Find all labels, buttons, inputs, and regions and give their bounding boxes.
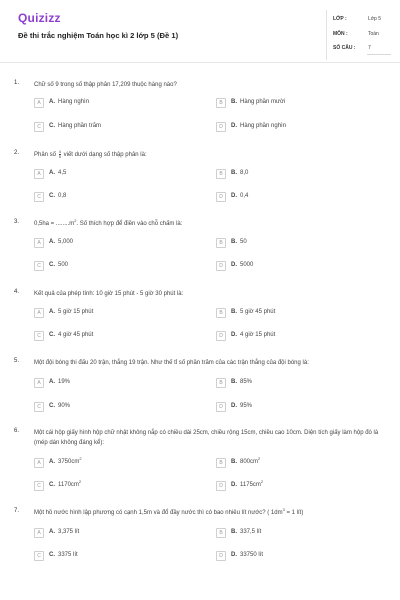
fraction-denominator: 5 <box>58 154 61 159</box>
option-letter: A. <box>49 529 55 535</box>
option-badge: B <box>216 238 226 248</box>
option-letter: D. <box>231 262 237 268</box>
option-text: 90% <box>58 403 71 409</box>
question-text: Một đội bóng thi đấu 20 trận, thắng 19 trận. Như thế tỉ số phần trăm của các trận thắng của đội bóng là: <box>34 360 309 366</box>
option-sup: 2 <box>79 456 82 461</box>
option-letter: C. <box>49 552 55 558</box>
fraction <box>59 150 61 159</box>
question-text <box>34 150 379 160</box>
option-letter: A. <box>49 379 55 385</box>
question-number: 7. <box>14 508 20 514</box>
question-text-sup: 2 <box>74 218 77 223</box>
option-text: 19% <box>58 379 71 385</box>
option-letter: B. <box>231 529 237 535</box>
option-letter: B. <box>231 379 237 385</box>
option-badge: A <box>34 378 44 388</box>
option-badge: B <box>216 308 226 318</box>
option-letter: B. <box>231 309 237 315</box>
option-text: 0,8 <box>58 193 67 199</box>
option-badge: C <box>34 331 44 341</box>
option-badge: D <box>216 122 226 132</box>
option-badge: D <box>216 192 226 202</box>
option-d[interactable] <box>216 551 386 563</box>
question-number: 1. <box>14 80 20 86</box>
option-a[interactable] <box>34 308 204 320</box>
question-number: 4. <box>14 289 20 295</box>
question-text-before: Một hồ nước hình lập phương có cạnh 1,5m và đổ đầy nước thì có bao nhiêu lít nước? ( 1dm <box>34 510 283 516</box>
option-value: 1170cm <box>58 482 79 488</box>
option-b[interactable] <box>216 308 386 320</box>
question-text-sup: 3 <box>282 507 285 512</box>
option-text: 3375 lít <box>58 552 78 558</box>
option-badge: A <box>34 528 44 538</box>
option-text: 3,375 lít <box>58 529 80 535</box>
option-badge: A <box>34 169 44 179</box>
quizizz-logo: Quizizz <box>18 11 61 25</box>
option-badge: C <box>34 551 44 561</box>
option-letter: A. <box>49 459 55 465</box>
option-c[interactable] <box>34 192 204 204</box>
question-text <box>34 508 379 518</box>
option-badge: A <box>34 458 44 468</box>
option-badge: C <box>34 261 44 271</box>
question-number: 3. <box>14 219 20 225</box>
question-text: Chữ số 9 trong số thập phân 17,209 thuộc hàng nào? <box>34 82 177 88</box>
question-text <box>34 219 379 229</box>
option-letter: D. <box>231 332 237 338</box>
option-letter: D. <box>231 552 237 558</box>
option-letter: C. <box>49 403 55 409</box>
option-a[interactable] <box>34 458 204 470</box>
option-letter: D. <box>231 123 237 129</box>
option-value: 800cm <box>240 459 259 465</box>
question-text: Kết quả của phép tính: 10 giờ 15 phút - 5 giờ 30 phút là: <box>34 291 184 297</box>
option-badge: C <box>34 192 44 202</box>
option-letter: C. <box>49 123 55 129</box>
option-a[interactable] <box>34 169 204 181</box>
option-badge: D <box>216 402 226 412</box>
worksheet-title: Đề thi trắc nghiệm Toán học kì 2 lớp 5 (Đề 1) <box>18 31 179 40</box>
option-text: 337,5 lít <box>240 529 262 535</box>
meta-count-label: SỐ CÂU : <box>333 45 356 51</box>
option-a[interactable] <box>34 378 204 390</box>
option-badge: D <box>216 331 226 341</box>
option-c[interactable] <box>34 331 204 343</box>
option-value: 1175cm <box>240 482 261 488</box>
option-letter: A. <box>49 239 55 245</box>
option-b[interactable] <box>216 378 386 390</box>
option-text: 5 giờ 45 phút <box>240 309 276 315</box>
option-sup: 2 <box>78 479 82 484</box>
option-text: Hàng phần trăm <box>58 123 102 129</box>
option-text: 85% <box>240 379 253 385</box>
option-text <box>240 456 261 465</box>
fraction-numerator: 4 <box>58 149 61 154</box>
header-separator <box>0 62 400 63</box>
option-letter: D. <box>231 403 237 409</box>
question-text-before: 0,5ha = ........m <box>34 221 75 227</box>
option-sup: 2 <box>258 456 261 461</box>
option-text: 95% <box>240 403 253 409</box>
option-badge: D <box>216 551 226 561</box>
option-d[interactable] <box>216 261 386 273</box>
question-number: 2. <box>14 150 20 156</box>
meta-class <box>333 16 393 30</box>
option-d[interactable] <box>216 402 386 414</box>
option-letter: C. <box>49 482 55 488</box>
meta-count-underline <box>367 54 391 55</box>
option-text <box>58 456 82 465</box>
option-c[interactable] <box>34 402 204 414</box>
option-text <box>58 479 82 488</box>
option-letter: A. <box>49 170 55 176</box>
option-d[interactable] <box>216 192 386 204</box>
question-text-before: Phân số <box>34 152 57 159</box>
option-letter: D. <box>231 482 237 488</box>
meta-count-value: 7 <box>368 45 371 51</box>
option-text <box>240 479 264 488</box>
option-badge: B <box>216 378 226 388</box>
option-badge: B <box>216 528 226 538</box>
meta-class-value: Lớp 5 <box>368 16 382 22</box>
option-b[interactable] <box>216 528 386 540</box>
question-number: 6. <box>14 428 20 434</box>
option-d[interactable] <box>216 481 386 493</box>
option-text: Hàng nghìn <box>58 99 90 105</box>
option-b[interactable] <box>216 238 386 250</box>
option-text: Hàng phần mười <box>240 99 286 105</box>
option-letter: B. <box>231 459 237 465</box>
option-badge: B <box>216 169 226 179</box>
option-b[interactable] <box>216 458 386 470</box>
option-letter: A. <box>49 99 55 105</box>
option-letter: C. <box>49 193 55 199</box>
option-letter: B. <box>231 170 237 176</box>
option-text: 4 giờ 45 phút <box>58 332 94 338</box>
option-b[interactable] <box>216 169 386 181</box>
option-a[interactable] <box>34 98 204 110</box>
meta-class-label: LỚP : <box>333 16 347 22</box>
option-letter: D. <box>231 193 237 199</box>
meta-subject <box>333 31 393 45</box>
option-text: Hàng phần nghìn <box>240 123 287 129</box>
option-badge: C <box>34 481 44 491</box>
option-badge: A <box>34 98 44 108</box>
option-b[interactable] <box>216 98 386 110</box>
option-text: 8,0 <box>240 170 249 176</box>
option-a[interactable] <box>34 528 204 540</box>
option-text: 0,4 <box>240 193 249 199</box>
option-text: 4 giờ 15 phút <box>240 332 276 338</box>
option-sup: 2 <box>260 479 264 484</box>
question-text-after: viết dưới dạng số thập phân là: <box>63 152 147 159</box>
meta-subject-value: Toán <box>368 31 379 37</box>
option-text: 5000 <box>240 262 254 268</box>
question-text: Một cái hộp giấy hình hộp chữ nhật không nắp có chiều dài 25cm, chiều rộng 15cm, chiều cao 10cm. Diện tích giấy làm hộp đó là (mép dán không đáng kể): <box>34 430 379 446</box>
option-letter: B. <box>231 239 237 245</box>
option-text: 5 giờ 15 phút <box>58 309 94 315</box>
option-c[interactable] <box>34 481 204 493</box>
question-number: 5. <box>14 358 20 364</box>
header-divider <box>326 10 327 60</box>
option-letter: A. <box>49 309 55 315</box>
option-badge: D <box>216 261 226 271</box>
option-badge: D <box>216 481 226 491</box>
option-text: 50 <box>240 239 247 245</box>
meta-subject-label: MÔN : <box>333 31 348 37</box>
option-badge: C <box>34 402 44 412</box>
option-d[interactable] <box>216 331 386 343</box>
option-letter: C. <box>49 332 55 338</box>
option-c[interactable] <box>34 122 204 134</box>
option-value: 3750cm <box>58 459 80 465</box>
option-c[interactable] <box>34 551 204 563</box>
worksheet-header <box>0 0 400 62</box>
option-badge: C <box>34 122 44 132</box>
option-text: 500 <box>58 262 69 268</box>
option-badge: B <box>216 458 226 468</box>
option-text: 5,000 <box>58 239 74 245</box>
option-badge: A <box>34 238 44 248</box>
option-letter: B. <box>231 99 237 105</box>
option-text: 4,5 <box>58 170 67 176</box>
option-badge: B <box>216 98 226 108</box>
meta-question-count <box>333 45 393 59</box>
question-text-after: . Số thích hợp để điền vào chỗ chấm là: <box>76 221 183 227</box>
option-text: 33750 lít <box>240 552 264 558</box>
question-text-after: = 1 lít) <box>284 510 304 516</box>
option-badge: A <box>34 308 44 318</box>
option-d[interactable] <box>216 122 386 134</box>
option-c[interactable] <box>34 261 204 273</box>
option-a[interactable] <box>34 238 204 250</box>
option-letter: C. <box>49 262 55 268</box>
